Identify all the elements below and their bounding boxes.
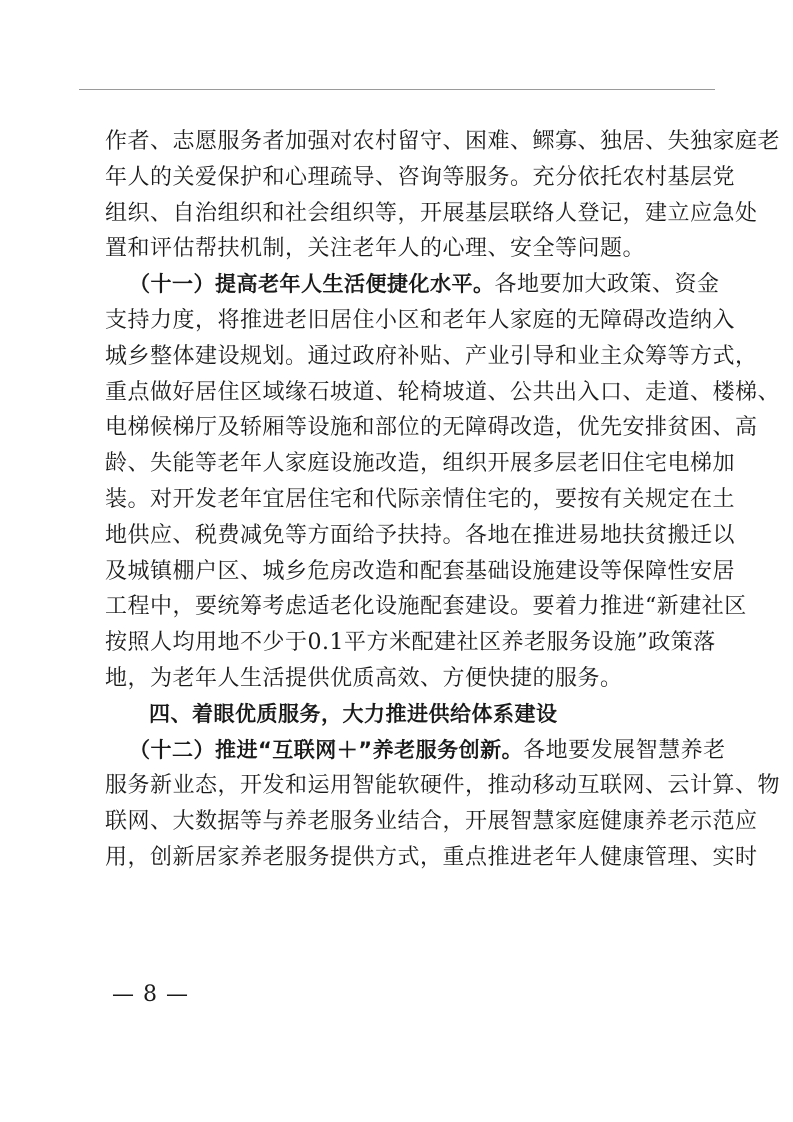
header-rule [79,89,715,90]
section-11-first-line [105,267,720,303]
text-line: 电梯候梯厅及轿厢等设施和部位的无障碍改造，优先安排贫困、高 [105,415,758,441]
text-line: 装。对开发老年宜居住宅和代际亲情住宅的，要按有关规定在土 [105,486,736,512]
text-line: 服务新业态，开发和运用智能软硬件，推动移动互联网、云计算、物 [105,773,781,799]
text-line: 地，为老年人生活提供优质高效、方便快捷的服务。 [105,665,623,691]
text-line: 龄、失能等老年人家庭设施改造，组织开展多层老旧住宅电梯加 [105,451,736,477]
section-12-title: （十二）推进“互联网＋”养老服务创新。 [129,737,524,762]
text-line: 置和评估帮扶机制，关注老年人的心理、安全等问题。 [105,236,646,262]
document-body [105,124,781,876]
text-line: 用，创新居家养老服务提供方式，重点推进老年人健康管理、实时 [105,844,758,870]
text-line: 组织、自治组织和社会组织等，开展基层联络人登记，建立应急处 [105,200,758,226]
text-line: 按照人均用地不少于0.1平方米配建社区养老服务设施”政策落 [105,630,716,656]
page-number: — 8 — [112,982,189,1007]
section-12-first-line [105,733,726,769]
text-line: 及城镇棚户区、城乡危房改造和配套基础设施建设等保障性安居 [105,558,736,584]
text-line: 地供应、税费减免等方面给予扶持。各地在推进易地扶贫搬迁以 [105,522,736,548]
text-line: 作者、志愿服务者加强对农村留守、困难、鳏寡、独居、失独家庭老 [105,129,781,154]
section-heading: 四、着眼优质服务，大力推进供给体系建设 [149,701,558,726]
text-line: 重点做好居住区域缘石坡道、轮椅坡道、公共出入口、走道、楼梯、 [105,379,781,405]
text-line: 联网、大数据等与养老服务业结合，开展智慧家庭健康养老示范应 [105,809,758,835]
text-run: 各地要加大政策、资金 [494,272,720,298]
text-run: 各地要发展智慧养老 [523,737,726,763]
text-line: 年人的关爱保护和心理疏导、咨询等服务。充分依托农村基层党 [105,164,736,190]
text-line: 支持力度，将推进老旧居住小区和老年人家庭的无障碍改造纳入 [105,307,736,333]
text-line: 城乡整体建设规划。通过政府补贴、产业引导和业主众筹等方式， [105,343,758,369]
section-11-title: （十一）提高老年人生活便捷化水平。 [129,272,495,297]
text-line: 工程中，要统筹考虑适老化设施配套建设。要着力推进“新建社区 [105,594,747,620]
